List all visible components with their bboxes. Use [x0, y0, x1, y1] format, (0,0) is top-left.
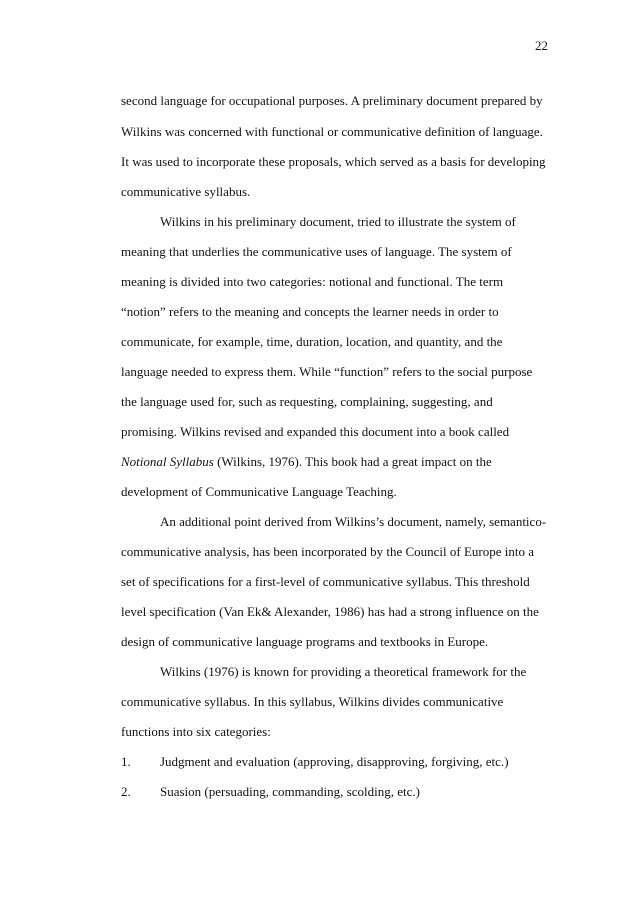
body-line: communicative syllabus. [121, 184, 251, 199]
paragraph-first-line: An additional point derived from Wilkins’s document, namely, semantico- [160, 514, 547, 529]
paragraph-first-line: Wilkins in his preliminary document, tried to illustrate the system of [160, 214, 516, 229]
list-item-text: Suasion (persuading, commanding, scolding, etc.) [160, 784, 420, 799]
body-line: set of specifications for a first-level of communicative syllabus. This threshold [121, 574, 530, 589]
list-item-number: 2. [121, 784, 131, 799]
body-line: level specification (Van Ek& Alexander, 1986) has had a strong influence on the [121, 604, 539, 619]
body-line: design of communicative language programs and textbooks in Europe. [121, 634, 489, 649]
body-line: language needed to express them. While “function” refers to the social purpose [121, 364, 533, 379]
body-line: communicative analysis, has been incorporated by the Council of Europe into a [121, 544, 534, 559]
body-line: second language for occupational purposes. A preliminary document prepared by [121, 93, 543, 108]
body-line: communicative syllabus. In this syllabus, Wilkins divides communicative [121, 694, 504, 709]
body-line: “notion” refers to the meaning and concepts the learner needs in order to [121, 304, 499, 319]
body-line: meaning that underlies the communicative uses of language. The system of [121, 244, 512, 259]
body-line-rest: (Wilkins, 1976). This book had a great impact on the [213, 454, 492, 469]
page-number: 22 [535, 38, 548, 53]
body-line: Wilkins was concerned with functional or communicative definition of language. [121, 124, 543, 139]
body-line: communicate, for example, time, duration, location, and quantity, and the [121, 334, 503, 349]
body-line: It was used to incorporate these proposals, which served as a basis for developing [121, 154, 546, 169]
body-line: meaning is divided into two categories: notional and functional. The term [121, 274, 504, 289]
book-title: Notional Syllabus [121, 454, 214, 469]
paragraph-first-line: Wilkins (1976) is known for providing a theoretical framework for the [160, 664, 527, 679]
body-line: promising. Wilkins revised and expanded this document into a book called [121, 424, 510, 439]
body-line: development of Communicative Language Teaching. [121, 484, 397, 499]
body-line-with-title [121, 454, 551, 470]
body-line: functions into six categories: [121, 724, 271, 739]
list-item-number: 1. [121, 754, 131, 769]
body-line: the language used for, such as requesting, complaining, suggesting, and [121, 394, 493, 409]
list-item-text: Judgment and evaluation (approving, disapproving, forgiving, etc.) [160, 754, 509, 769]
